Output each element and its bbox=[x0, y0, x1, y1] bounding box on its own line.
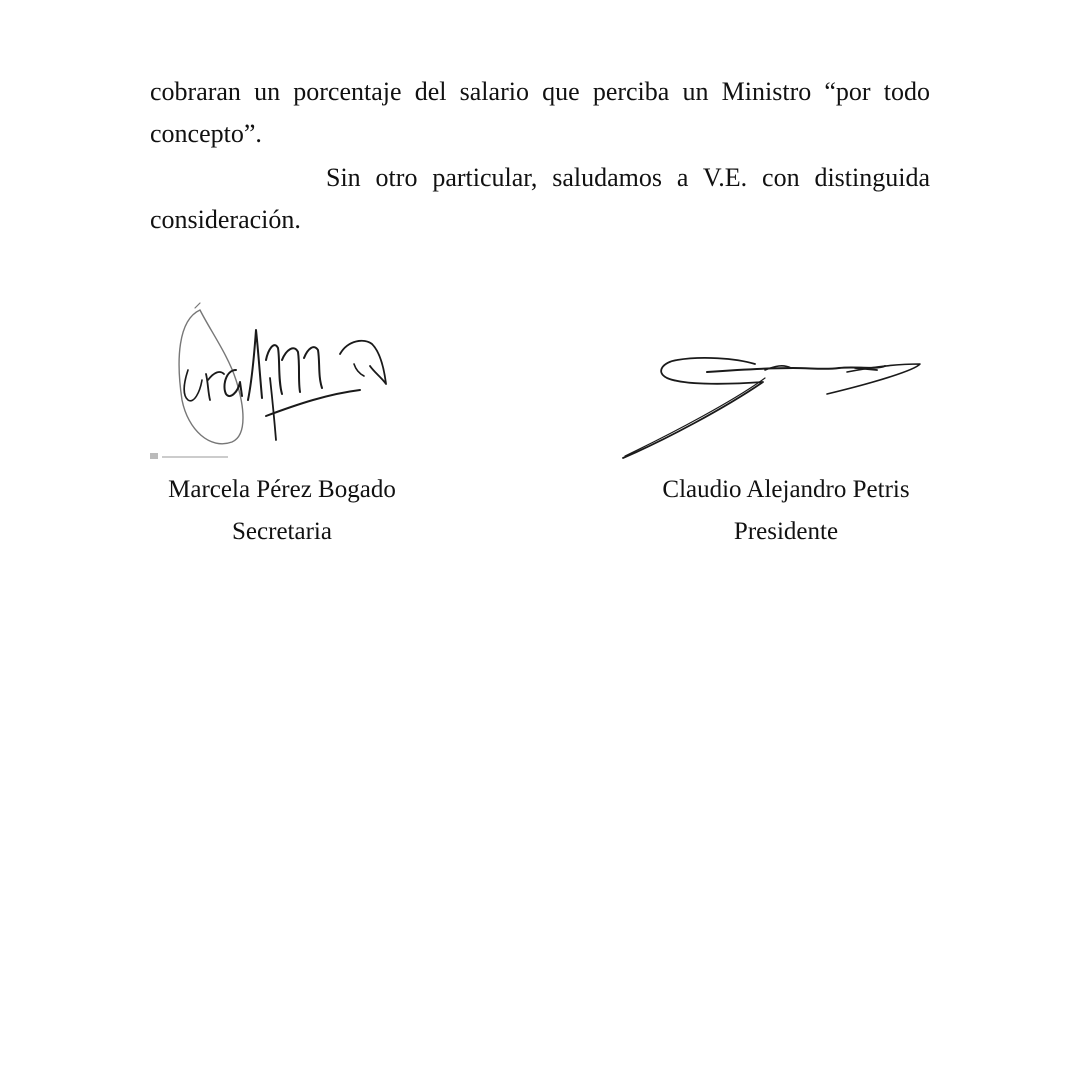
signatory-role: Secretaria bbox=[232, 518, 332, 545]
signatory-name: Claudio Alejandro Petris bbox=[662, 476, 910, 503]
signatory-presidente bbox=[640, 469, 932, 553]
signature-secretaria-icon bbox=[148, 300, 398, 465]
signatory-name: Marcela Pérez Bogado bbox=[168, 476, 396, 503]
signatory-secretaria bbox=[150, 469, 414, 553]
signature-presidente-icon bbox=[615, 348, 930, 463]
closing-paragraph-2: Sin otro particular, saludamos a V.E. con distinguida consideración. bbox=[150, 163, 930, 234]
signatory-role: Presidente bbox=[733, 518, 839, 545]
closing-paragraph-1: cobraran un porcentaje del salario que perciba un Ministro “por todo concepto”. bbox=[150, 77, 930, 148]
